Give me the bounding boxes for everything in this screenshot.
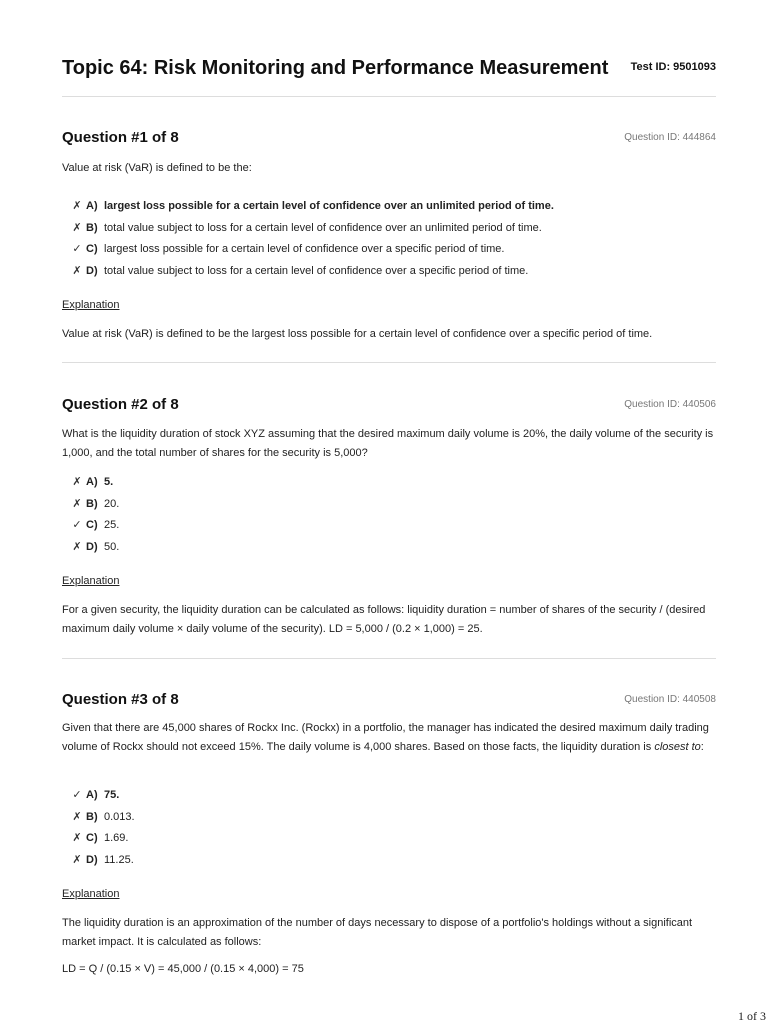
question-title: Question #2 of 8 (62, 396, 179, 413)
explanation-link[interactable]: Explanation (62, 888, 120, 900)
option-text: largest loss possible for a certain level of confidence over an unlimited period of time. (104, 200, 554, 212)
answer-option[interactable] (70, 220, 710, 236)
question-stem: Value at risk (VaR) is defined to be the: (62, 162, 252, 174)
option-letter: A) (86, 200, 98, 212)
answer-option[interactable] (70, 852, 710, 868)
option-text: 75. (104, 789, 120, 801)
explanation-text: The liquidity duration is an approximation of the number of days necessary to dispose of a portfolio's holdings without a significant market impact. It is calculated as follows: (62, 917, 693, 948)
option-text: total value subject to loss for a certain level of confidence over a specific period of time. (104, 264, 529, 277)
option-text: 11.25. (104, 854, 134, 866)
divider (62, 362, 716, 363)
answer-option[interactable] (70, 787, 710, 803)
cross-icon: ✗ (72, 263, 82, 277)
answer-option[interactable] (70, 496, 710, 512)
explanation-text: For a given security, the liquidity duration can be calculated as follows: liquidity duration = number of shares of the security / (desired maximum daily volume × daily volume of the security). LD = 5,000 / (0.2 × 1,000) = 25. (62, 604, 706, 635)
answer-option[interactable] (70, 198, 710, 214)
option-text: 0.013. (104, 811, 135, 823)
explanation-text: Value at risk (VaR) is defined to be the largest loss possible for a certain level of confidence over a specific period of time. (62, 328, 653, 340)
question-id: Question ID: 440508 (624, 694, 716, 705)
option-letter: C) (86, 519, 98, 531)
cross-icon: ✗ (72, 199, 82, 212)
divider (62, 96, 716, 97)
option-letter: D) (86, 541, 98, 553)
option-text: largest loss possible for a certain level of confidence over a specific period of time. (104, 243, 505, 255)
question-3-header (62, 691, 716, 711)
option-letter: D) (86, 264, 98, 277)
option-letter: B) (86, 498, 98, 510)
option-letter: B) (86, 221, 98, 234)
page-header (62, 57, 716, 83)
option-letter: A) (86, 789, 98, 801)
option-text: 5. (104, 476, 114, 488)
check-icon: ✓ (72, 242, 82, 255)
stem-text: Given that there are 45,000 shares of Rockx Inc. (Rockx) in a portfolio, the manager has indicated the desired maximum daily trading volume of Rockx should not exceed 15%. The daily volume is 4,000 shares. Based on those facts, the liquidity duration is (62, 722, 709, 753)
divider (62, 658, 716, 659)
cross-icon: ✗ (72, 831, 82, 844)
check-icon: ✓ (72, 788, 82, 801)
answer-option[interactable] (70, 830, 710, 846)
cross-icon: ✗ (72, 475, 82, 488)
question-stem: What is the liquidity duration of stock XYZ assuming that the desired maximum daily volume is 20%, the daily volume of the security is 1,000, and the total number of shares for the security is 5,000? (62, 428, 714, 459)
question-2-header (62, 396, 716, 416)
question-title: Question #3 of 8 (62, 691, 179, 708)
stem-emphasis: closest to (654, 741, 701, 753)
option-letter: B) (86, 811, 98, 823)
answer-option[interactable] (70, 539, 710, 555)
check-icon: ✓ (72, 518, 82, 531)
question-title: Question #1 of 8 (62, 129, 179, 146)
test-id: Test ID: 9501093 (630, 61, 716, 73)
question-id: Question ID: 440506 (624, 399, 716, 410)
stem-end: : (700, 741, 704, 753)
cross-icon: ✗ (72, 540, 82, 553)
option-letter: D) (86, 854, 98, 866)
option-text: 25. (104, 519, 120, 531)
option-text: 20. (104, 498, 120, 510)
formula-text: LD = Q / (0.15 × V) = 45,000 / (0.15 × 4,000) = 75 (62, 963, 304, 975)
cross-icon: ✗ (72, 853, 82, 866)
answer-option[interactable] (70, 517, 710, 533)
explanation-link[interactable]: Explanation (62, 575, 120, 587)
answer-option[interactable] (70, 241, 710, 257)
cross-icon: ✗ (72, 497, 82, 510)
cross-icon: ✗ (72, 220, 82, 234)
answer-option[interactable] (70, 263, 710, 279)
explanation-link[interactable]: Explanation (62, 299, 120, 311)
question-id: Question ID: 444864 (624, 132, 716, 143)
option-text: 1.69. (104, 832, 129, 844)
page-number: 1 of 3 (738, 1009, 766, 1023)
page-title: Topic 64: Risk Monitoring and Performance Measurement (62, 57, 609, 79)
option-text: 50. (104, 541, 120, 553)
question-stem (62, 719, 722, 757)
option-text: total value subject to loss for a certain level of confidence over an unlimited period of time. (104, 221, 542, 234)
option-letter: C) (86, 243, 98, 255)
answer-option[interactable] (70, 809, 710, 825)
option-letter: C) (86, 832, 98, 844)
answer-option[interactable] (70, 474, 710, 490)
question-1-header (62, 129, 716, 149)
option-letter: A) (86, 476, 98, 488)
cross-icon: ✗ (72, 810, 82, 823)
